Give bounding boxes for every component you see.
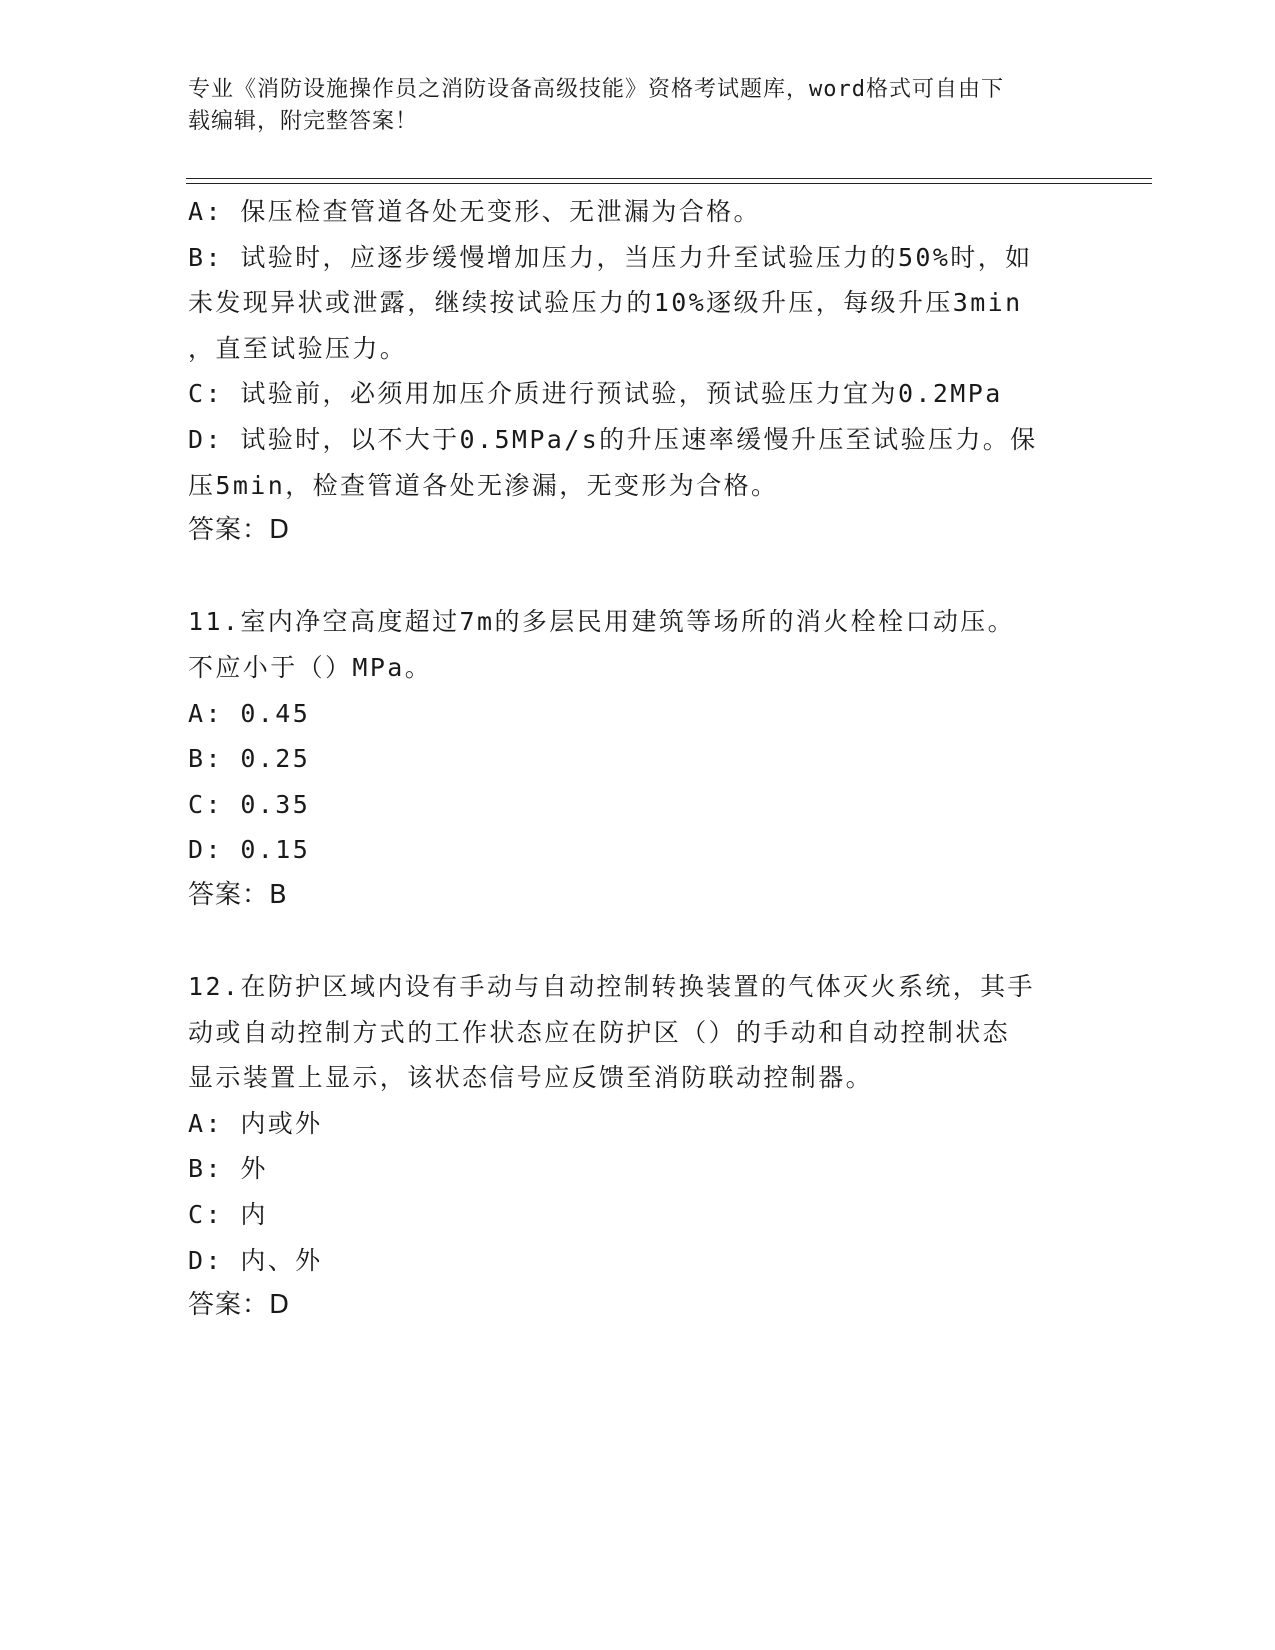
option-b-line-3: ，直至试验压力。	[188, 333, 408, 363]
option-a: A: 0.45	[188, 698, 311, 728]
question-stem-line-1: 12.在防护区域内设有手动与自动控制转换装置的气体灭火系统，其手	[188, 972, 1035, 1002]
answer-label: 答案：B	[188, 879, 288, 910]
option-d-line-2: 压5min，检查管道各处无渗漏，无变形为合格。	[188, 470, 779, 500]
document-header	[188, 74, 1088, 138]
option-c: C: 内	[188, 1200, 268, 1230]
question-stem-line-1: 11.室内净空高度超过7m的多层民用建筑等场所的消火栓栓口动压。	[188, 607, 1016, 637]
spacer	[188, 554, 1088, 600]
question-stem-line-2: 动或自动控制方式的工作状态应在防护区（）的手动和自动控制状态	[188, 1017, 1011, 1047]
question-11-block	[188, 599, 1088, 918]
question-10-block	[188, 189, 1088, 554]
answer-label: 答案：D	[188, 1290, 291, 1321]
option-a: A: 保压检查管道各处无变形、无泄漏为合格。	[188, 197, 761, 226]
header-line-2: 载编辑，附完整答案！	[188, 109, 419, 134]
header-divider-top	[186, 178, 1152, 179]
question-12-block	[188, 964, 1088, 1329]
option-a: A: 内或外	[188, 1108, 323, 1138]
question-stem-line-3: 显示装置上显示，该状态信号应反馈至消防联动控制器。	[188, 1063, 874, 1093]
option-b: B: 0.25	[188, 744, 311, 774]
spacer	[188, 919, 1088, 965]
document-body	[188, 189, 1088, 1329]
option-c: C: 试验前，必须用加压介质进行预试验，预试验压力宜为0.2MPa	[188, 379, 1003, 409]
header-divider-bottom	[186, 183, 1152, 184]
option-b-line-1: B: 试验时，应逐步缓慢增加压力，当压力升至试验压力的50%时，如	[188, 242, 1033, 272]
question-stem-line-2: 不应小于（）MPa。	[188, 652, 433, 682]
option-d: D: 0.15	[188, 835, 311, 865]
option-d: D: 内、外	[188, 1245, 323, 1275]
option-c: C: 0.35	[188, 789, 311, 819]
option-b: B: 外	[188, 1154, 268, 1184]
header-line-1: 专业《消防设施操作员之消防设备高级技能》资格考试题库，word格式可自由下	[188, 77, 1004, 102]
option-d-line-1: D: 试验时，以不大于0.5MPa/s的升压速率缓慢升压至试验压力。保	[188, 424, 1038, 454]
option-b-line-2: 未发现异状或泄露，继续按试验压力的10%逐级升压，每级升压3min	[188, 288, 1023, 318]
answer-label: 答案：D	[188, 515, 291, 546]
